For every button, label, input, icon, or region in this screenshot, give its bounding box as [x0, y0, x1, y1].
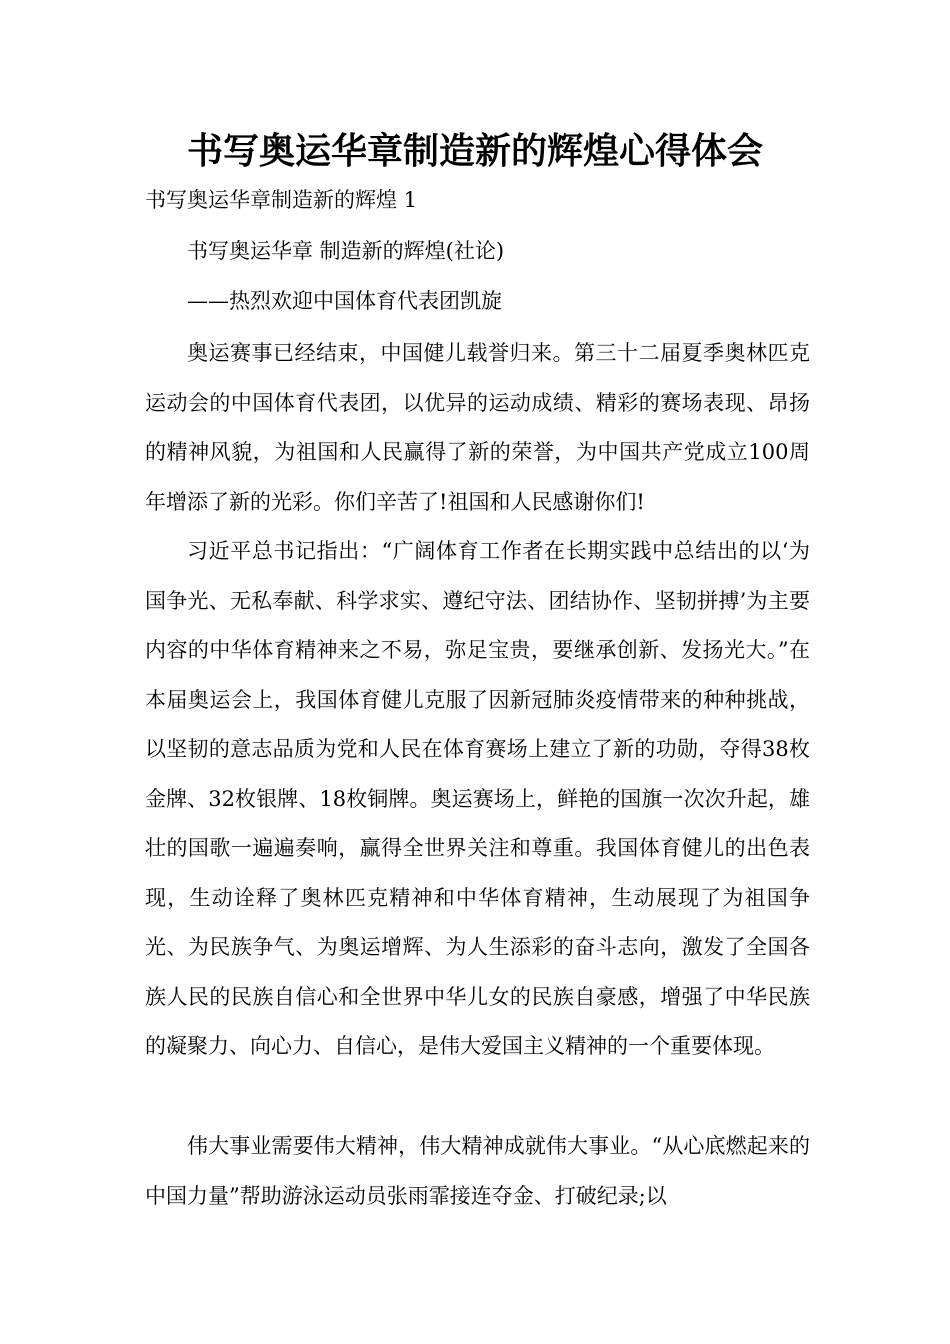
document-title: 书写奥运华章制造新的辉煌心得体会 [186, 131, 763, 172]
paragraph-3: 伟大事业需要伟大精神，伟大精神成就伟大事业。“从心底燃起来的中国力量”帮助游泳运动员张雨霏接连夺金、打破纪录;以 [145, 1134, 810, 1208]
article-heading: 书写奥运华章 制造新的辉煌(社论) [187, 239, 505, 263]
article-dash-subtitle: ——热烈欢迎中国体育代表团凯旋 [187, 289, 502, 313]
paragraph-2: 习近平总书记指出：“广阔体育工作者在长期实践中总结出的以‘为国争光、无私奉献、科学求实、遵纪守法、团结协作、坚韧拼搏’为主要内容的中华体育精神来之不易，弥足宝贵，要继承创新、发扬光大。”在本届奥运会上，我国体育健儿克服了因新冠肺炎疫情带来的种种挑战，以坚韧的意志品质为党和人民在体育赛场上建立了新的功勋，夺得38枚金牌、32枚银牌、18枚铜牌。奥运赛场上，鲜艳的国旗一次次升起，雄壮的国歌一遍遍奏响，赢得全世界关注和尊重。我国体育健儿的出色表现，生动诠释了奥林匹克精神和中华体育精神，生动展现了为祖国争光、为民族争气、为奥运增辉、为人生添彩的奋斗志向，激发了全国各族人民的民族自信心和全世界中华儿女的民族自豪感，增强了中华民族的凝聚力、向心力、自信心，是伟大爱国主义精神的一个重要体现。 [145, 539, 810, 1058]
subtitle-line: 书写奥运华章制造新的辉煌 1 [145, 188, 418, 212]
paragraph-1: 奥运赛事已经结束，中国健儿载誉归来。第三十二届夏季奥林匹克运动会的中国体育代表团，以优异的运动成绩、精彩的赛场表现、昂扬的精神风貌，为祖国和人民赢得了新的荣誉，为中国共产党成立100周年增添了新的光彩。你们辛苦了!祖国和人民感谢你们! [145, 341, 810, 514]
